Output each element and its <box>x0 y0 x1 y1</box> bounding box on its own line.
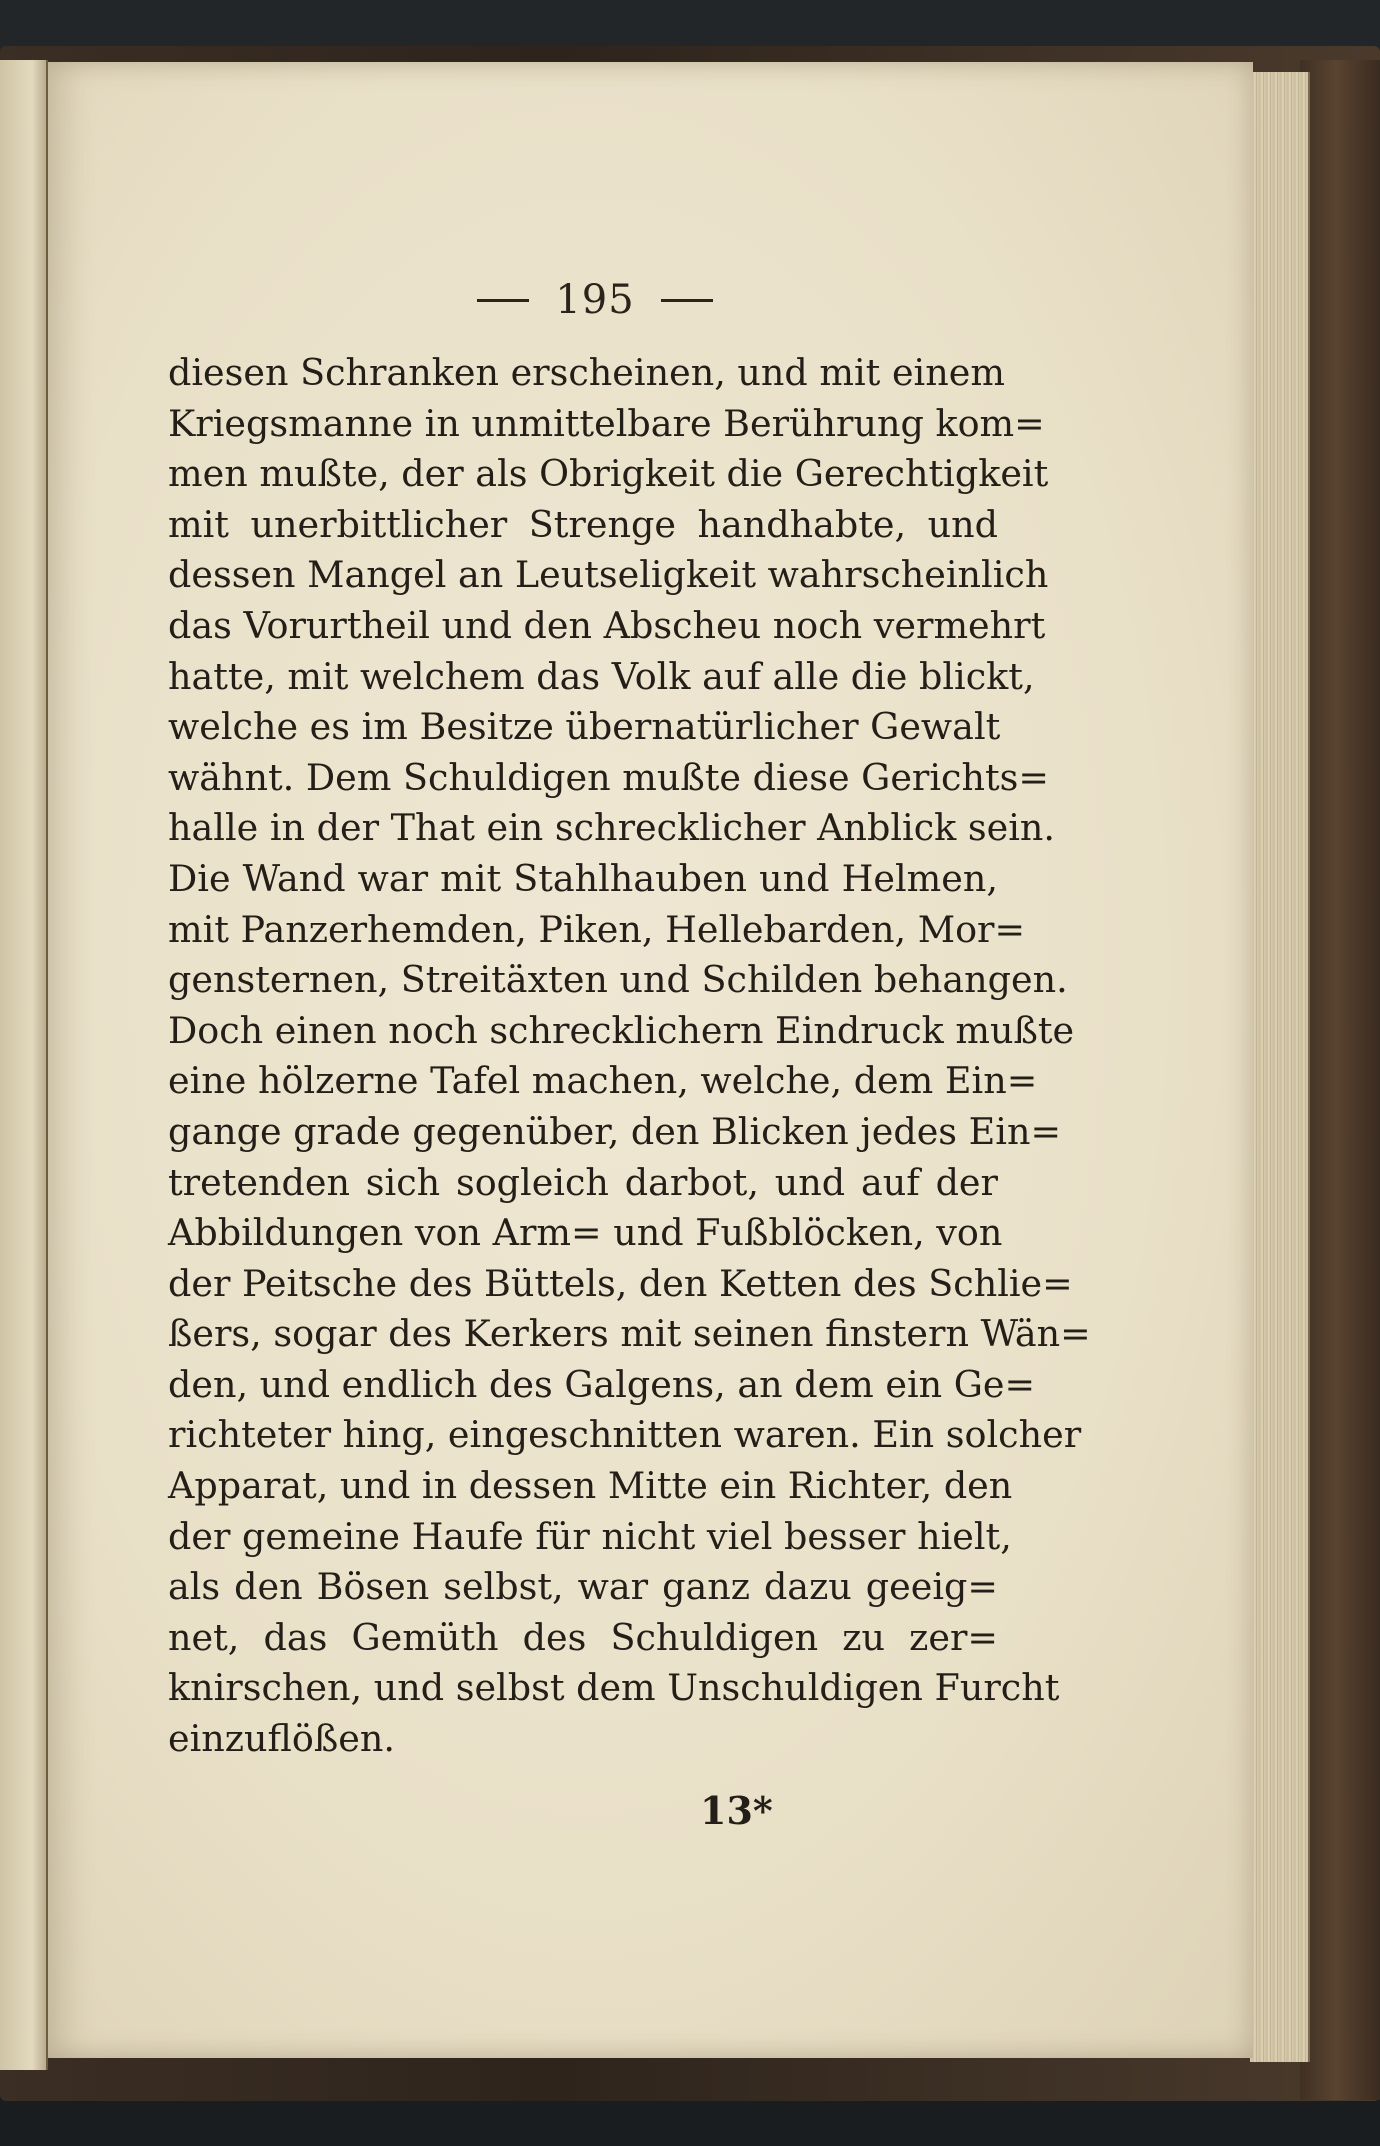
text-line: Die Wand war mit Stahlhauben und Helmen, <box>168 856 998 900</box>
body-text <box>168 348 1091 1765</box>
text-line: Kriegsmanne in unmittelbare Berührung kom= <box>168 401 1045 445</box>
text-line: eine hölzerne Tafel machen, welche, dem Ein= <box>168 1059 1038 1103</box>
text-line: einzuflößen. <box>168 1717 395 1761</box>
text-line: der gemeine Haufe für nicht viel besser hielt, <box>168 1514 1012 1558</box>
left-page-edge <box>0 60 48 2070</box>
text-line: den, und endlich des Galgens, an dem ein Ge= <box>168 1362 1036 1406</box>
page-header <box>470 270 720 330</box>
text-line: das Vorurtheil und den Abscheu noch vermehrt <box>168 603 1046 647</box>
text-line: Doch einen noch schrecklichern Eindruck mußte <box>168 1008 1075 1052</box>
page-stack-edges <box>1250 72 1310 2062</box>
text-line: mit unerbittlicher Strenge handhabte, und <box>168 502 998 546</box>
text-line: halle in der That ein schrecklicher Anblick sein. <box>168 806 1055 850</box>
text-line: welche es im Besitze übernatürlicher Gewalt <box>168 705 1001 749</box>
text-line: men mußte, der als Obrigkeit die Gerechtigkeit <box>168 452 1049 496</box>
text-line: gensternen, Streitäxten und Schilden behangen. <box>168 958 1068 1002</box>
text-line: wähnt. Dem Schuldigen mußte diese Gerichts= <box>168 755 1049 799</box>
text-line: Apparat, und in dessen Mitte ein Richter, den <box>168 1464 1013 1508</box>
text-line: richteter hing, eingeschnitten waren. Ein solcher <box>168 1413 1082 1457</box>
text-line: tretenden sich sogleich darbot, und auf der <box>168 1160 998 1204</box>
text-line: ßers, sogar des Kerkers mit seinen finstern Wän= <box>168 1312 1091 1356</box>
text-line: gange grade gegenüber, den Blicken jedes Ein= <box>168 1109 1062 1153</box>
text-line: diesen Schranken erscheinen, und mit einem <box>168 351 1005 394</box>
signature-mark: 13* <box>700 1788 773 1833</box>
text-line: knirschen, und selbst dem Unschuldigen Furcht <box>168 1666 1060 1710</box>
header-dash-right <box>661 299 713 302</box>
page-number: 195 <box>555 277 635 323</box>
text-line: als den Bösen selbst, war ganz dazu geeig= <box>168 1565 998 1609</box>
text-line: der Peitsche des Büttels, den Ketten des Schlie= <box>168 1261 1073 1305</box>
text-line: dessen Mangel an Leutseligkeit wahrscheinlich <box>168 553 1049 597</box>
book-cover-edge <box>1300 60 1380 2100</box>
header-dash-left <box>477 299 529 302</box>
text-line: mit Panzerhemden, Piken, Hellebarden, Mor= <box>168 907 1026 951</box>
text-line: Abbildungen von Arm= und Fußblöcken, von <box>168 1211 1003 1255</box>
text-line: net, das Gemüth des Schuldigen zu zer= <box>168 1615 998 1659</box>
text-line: hatte, mit welchem das Volk auf alle die blickt, <box>168 654 1035 698</box>
